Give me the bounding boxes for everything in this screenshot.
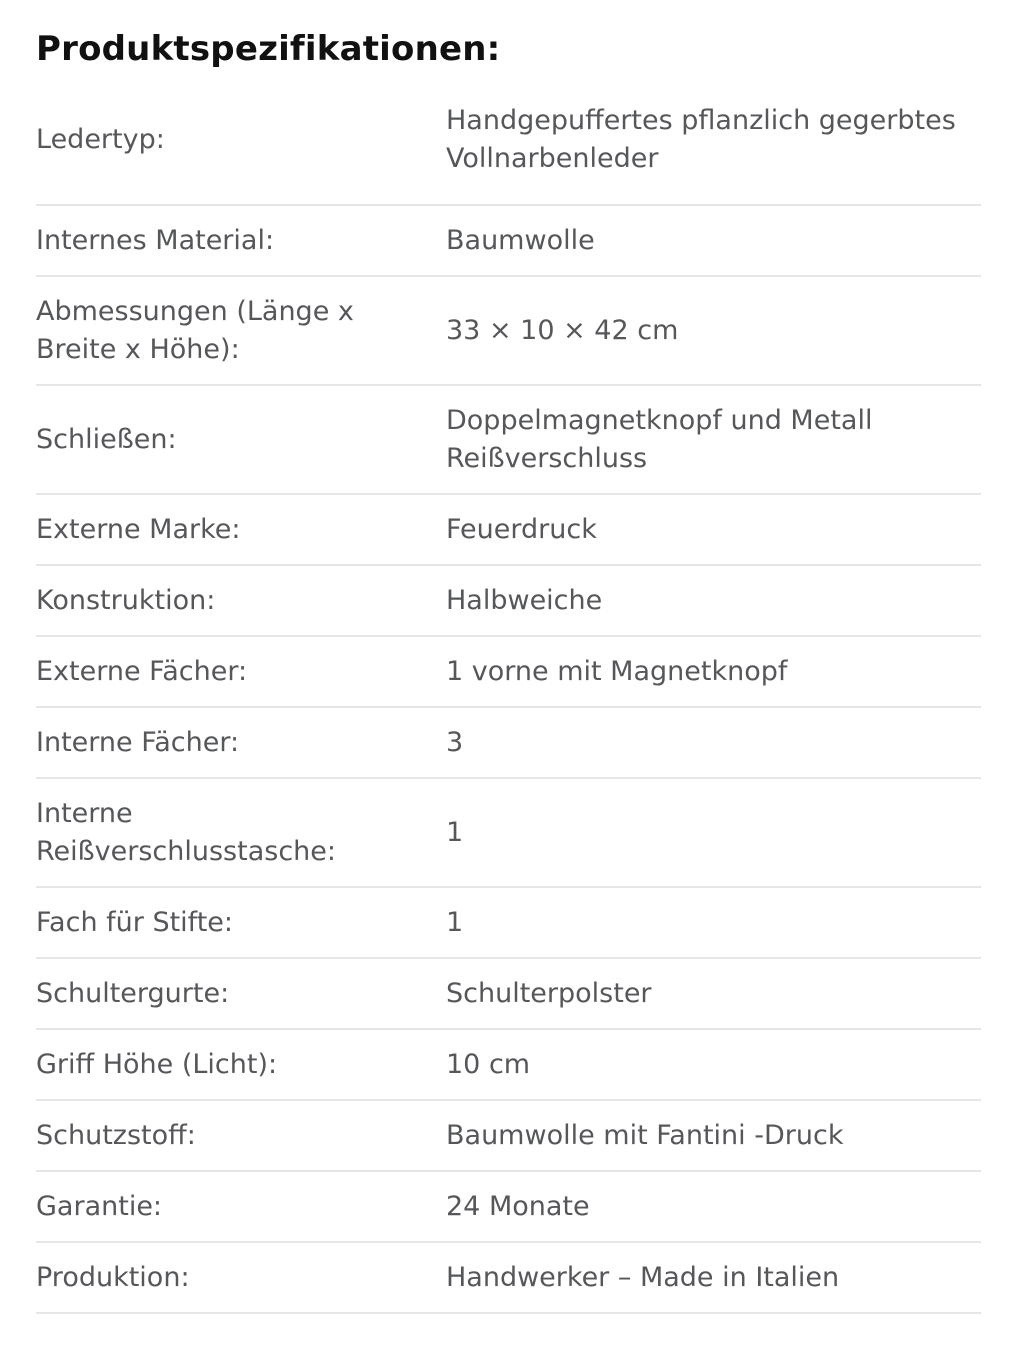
- spec-value: 24 Monate: [446, 1190, 590, 1222]
- spec-label: Schutzstoff:: [36, 1119, 196, 1151]
- spec-row-construction: [36, 566, 981, 637]
- spec-label: Produktion:: [36, 1261, 190, 1293]
- spec-value: Feuerdruck: [446, 513, 597, 545]
- spec-row-closure: [36, 386, 981, 495]
- spec-row-external-brand: [36, 495, 981, 566]
- spec-label: Griff Höhe (Licht):: [36, 1048, 278, 1080]
- spec-row-shoulder-straps: [36, 959, 981, 1030]
- spec-row-production: [36, 1243, 981, 1314]
- spec-section: [36, 0, 981, 1314]
- spec-label: Schließen:: [36, 423, 177, 455]
- spec-row-leather-type: [36, 75, 981, 206]
- spec-row-handle-height: [36, 1030, 981, 1101]
- spec-label: Internes Material:: [36, 224, 275, 256]
- spec-label: Externe Fächer:: [36, 655, 248, 687]
- section-title: Produktspezifikationen:: [36, 29, 501, 69]
- spec-label: Schultergurte:: [36, 977, 230, 1009]
- spec-label: Ledertyp:: [36, 123, 165, 155]
- spec-value: Halbweiche: [446, 584, 603, 616]
- spec-value: 33 × 10 × 42 cm: [446, 314, 679, 346]
- spec-value: Baumwolle mit Fantini -Druck: [446, 1119, 844, 1151]
- spec-value: 1: [446, 906, 464, 938]
- spec-row-dust-bag: [36, 1101, 981, 1172]
- spec-label: Interne Reißverschlusstasche:: [36, 797, 336, 867]
- spec-value: 10 cm: [446, 1048, 531, 1080]
- spec-label: Abmessungen (Länge x Breite x Höhe):: [36, 295, 354, 365]
- spec-row-internal-pockets: [36, 708, 981, 779]
- spec-value: 3: [446, 726, 464, 758]
- spec-label: Konstruktion:: [36, 584, 216, 616]
- spec-value: Handwerker – Made in Italien: [446, 1261, 840, 1293]
- spec-label: Fach für Stifte:: [36, 906, 233, 938]
- spec-label: Interne Fächer:: [36, 726, 240, 758]
- spec-row-dimensions: [36, 277, 981, 386]
- spec-value: 1 vorne mit Magnetknopf: [446, 655, 788, 687]
- spec-label: Garantie:: [36, 1190, 163, 1222]
- spec-label: Externe Marke:: [36, 513, 241, 545]
- spec-row-pen-slot: [36, 888, 981, 959]
- spec-value: Schulterpolster: [446, 977, 652, 1009]
- spec-row-warranty: [36, 1172, 981, 1243]
- spec-row-external-pockets: [36, 637, 981, 708]
- spec-value: Baumwolle: [446, 224, 595, 256]
- spec-table: [36, 75, 981, 1314]
- spec-value: 1: [446, 816, 464, 848]
- spec-value: Doppelmagnetknopf und Metall Reißverschluss: [446, 404, 873, 474]
- spec-row-internal-material: [36, 206, 981, 277]
- spec-value: Handgepuffertes pflanzlich gegerbtes Vollnarbenleder: [446, 104, 956, 174]
- spec-row-internal-zip-pocket: [36, 779, 981, 888]
